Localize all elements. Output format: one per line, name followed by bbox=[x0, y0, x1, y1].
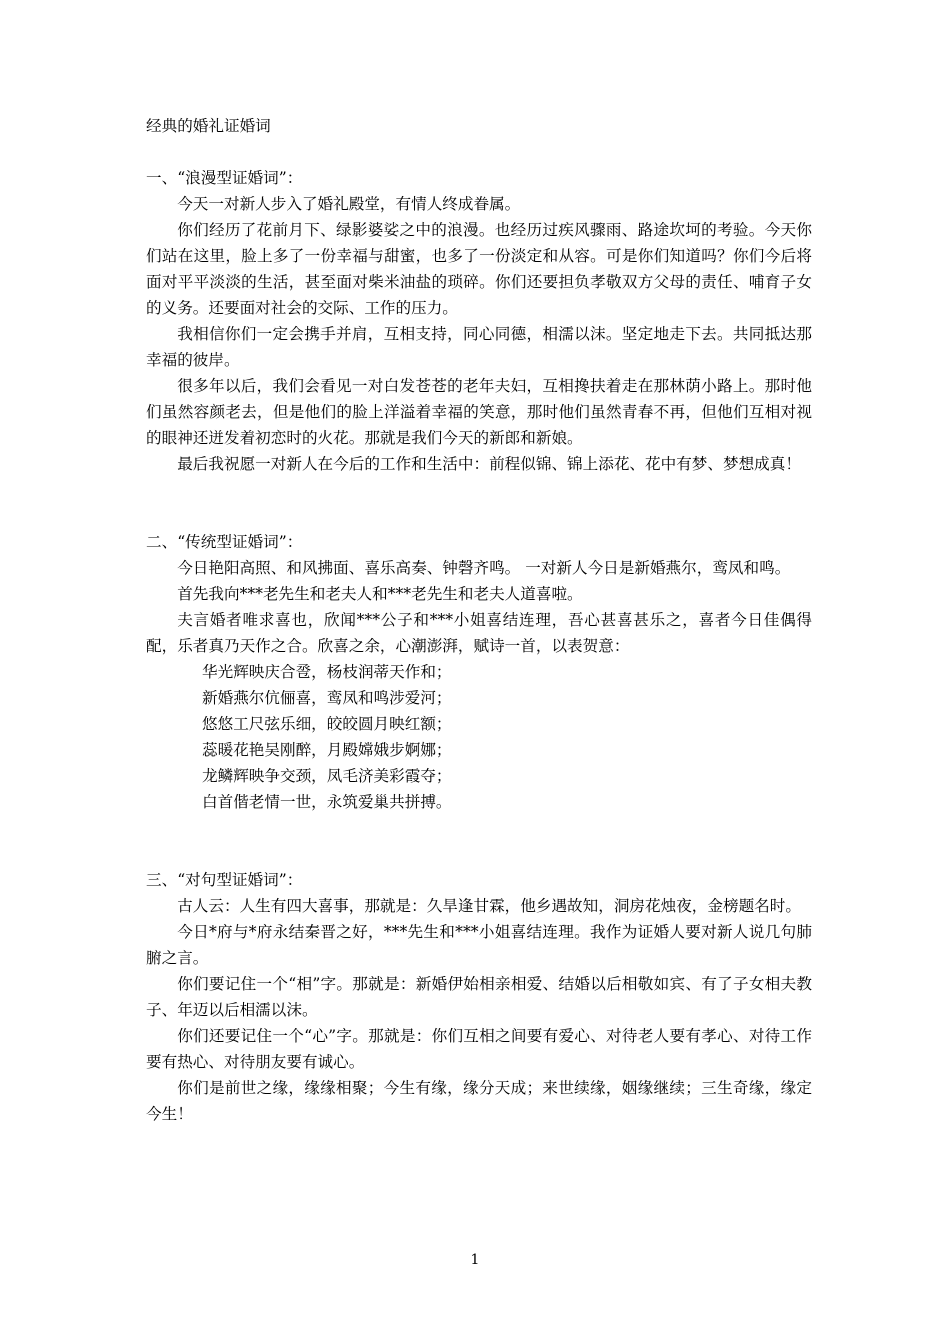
section-heading: 三、“对句型证婚词”： bbox=[146, 871, 303, 889]
paragraph: 今日*府与*府永结秦晋之好，***先生和***小姐喜结连理。我作为证婚人要对新人说几句肺腑之言。 bbox=[146, 923, 812, 967]
paragraph: 最后我祝愿一对新人在今后的工作和生活中：前程似锦、锦上添花、花中有梦、梦想成真！ bbox=[177, 455, 801, 473]
document-title: 经典的婚礼证婚词 bbox=[146, 117, 271, 135]
paragraph: 很多年以后，我们会看见一对白发苍苍的老年夫妇，互相搀扶着走在那林荫小路上。那时他们虽然容颜老去，但是他们的脸上洋溢着幸福的笑意，那时他们虽然青春不再，但他们互相对视的眼神还迸发着初恋时的火花。那就是我们今天的新郎和新娘。 bbox=[146, 377, 812, 447]
section-heading: 二、“传统型证婚词”： bbox=[146, 533, 303, 551]
section-heading: 一、“浪漫型证婚词”： bbox=[146, 169, 303, 187]
section-spacer bbox=[146, 477, 812, 529]
paragraph: 你们是前世之缘，缘缘相聚；今生有缘，缘分天成；来世续缘，姻缘继续；三生奇缘，缘定今生！ bbox=[146, 1079, 812, 1123]
poem-line: 悠悠工尺弦乐细，皎皎圆月映红额； bbox=[202, 715, 452, 733]
section-spacer bbox=[146, 815, 812, 867]
paragraph: 你们要记住一个“相”字。那就是：新婚伊始相亲相爱、结婚以后相敬如宾、有了子女相夫教子、年迈以后相濡以沫。 bbox=[146, 975, 812, 1019]
poem-line: 华光辉映庆合卺，杨枝润蒂天作和； bbox=[202, 663, 452, 681]
document-page bbox=[146, 113, 812, 1127]
poem-line: 蕊暖花艳吴刚醉，月殿嫦娥步婀娜； bbox=[202, 741, 452, 759]
section-couplet bbox=[146, 867, 812, 1127]
paragraph: 今天一对新人步入了婚礼殿堂，有情人终成眷属。 bbox=[177, 195, 521, 213]
section-traditional bbox=[146, 529, 812, 815]
paragraph: 古人云：人生有四大喜事，那就是：久旱逢甘霖，他乡遇故知，洞房花烛夜，金榜题名时。 bbox=[177, 897, 801, 915]
poem-line: 白首偕老情一世，永筑爱巢共拼搏。 bbox=[202, 793, 452, 811]
paragraph: 你们还要记住一个“心”字。那就是：你们互相之间要有爱心、对待老人要有孝心、对待工作要有热心、对待朋友要有诚心。 bbox=[146, 1027, 812, 1071]
page-number: 1 bbox=[470, 1252, 480, 1268]
paragraph: 今日艳阳高照、和风拂面、喜乐高奏、钟磬齐鸣。 一对新人今日是新婚燕尔，鸾凤和鸣。 bbox=[177, 559, 791, 577]
section-romantic bbox=[146, 165, 812, 477]
poem-line: 新婚燕尔伉俪喜，鸾凤和鸣涉爱河； bbox=[202, 689, 452, 707]
paragraph: 我相信你们一定会携手并肩，互相支持，同心同德，相濡以沫。坚定地走下去。共同抵达那幸福的彼岸。 bbox=[146, 325, 812, 369]
poem-line: 龙鳞辉映争交颈，凤毛济美彩霞夺； bbox=[202, 767, 452, 785]
paragraph: 首先我向***老先生和老夫人和***老先生和老夫人道喜啦。 bbox=[177, 585, 583, 603]
paragraph: 夫言婚者唯求喜也，欣闻***公子和***小姐喜结连理，吾心甚喜甚乐之，喜者今日佳偶得配，乐者真乃天作之合。欣喜之余，心潮澎湃，赋诗一首，以表贺意： bbox=[146, 611, 812, 655]
paragraph: 你们经历了花前月下、绿影婆娑之中的浪漫。也经历过疾风骤雨、路途坎坷的考验。今天你们站在这里，脸上多了一份幸福与甜蜜，也多了一份淡定和从容。可是你们知道吗？你们今后将面对平平淡淡的生活，甚至面对柴米油盐的琐碎。你们还要担负孝敬双方父母的责任、哺育子女的义务。还要面对社会的交际、工作的压力。 bbox=[146, 221, 812, 317]
